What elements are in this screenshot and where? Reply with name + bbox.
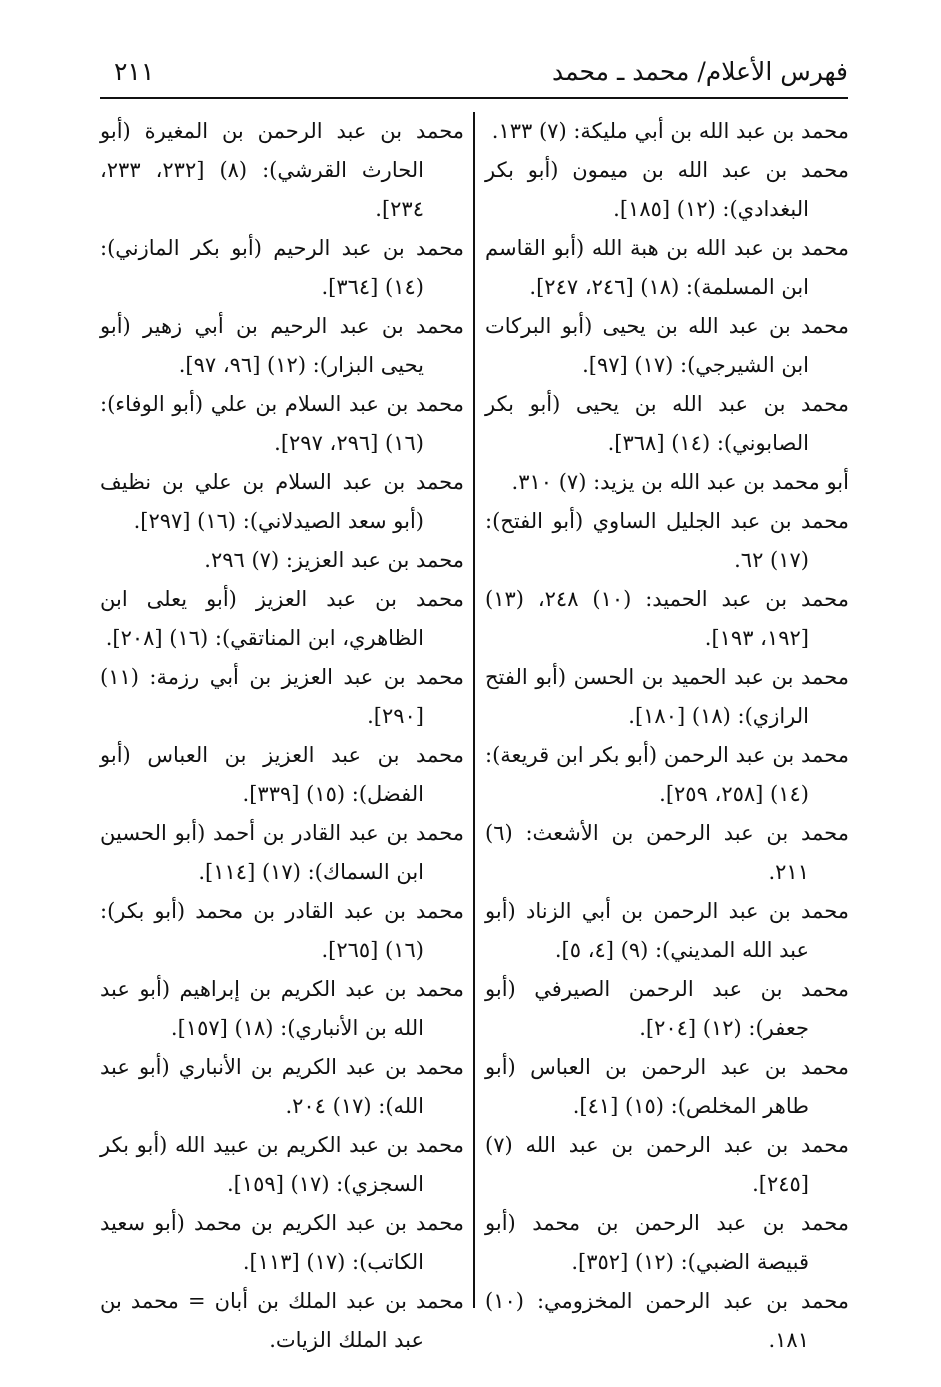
index-entry: محمد بن عبد الله بن ميمون (أبو بكر البغدادي): (١٢) [١٨٥]. [485,158,849,221]
index-entry: محمد بن عبد الرحمن بن محمد (أبو قبيصة الضبي): (١٢) [٣٥٢]. [485,1211,849,1274]
index-entry: أبو محمد بن عبد الله بن يزيد: (٧) ٣١٠. [511,470,849,494]
index-entry: محمد بن عبد الله بن هبة الله (أبو القاسم ابن المسلمة): (١٨) [٢٤٦، ٢٤٧]. [485,236,849,299]
header-rule [100,97,848,99]
index-entry: محمد بن عبد الله بن يحيى (أبو البركات ابن الشيرجي): (١٧) [٩٧]. [485,314,849,377]
index-entry: محمد بن عبد العزيز (أبو يعلى ابن الظاهري، ابن المناتقي): (١٦) [٢٠٨]. [100,587,464,650]
index-entry: محمد بن عبد الرحمن بن الأشعث: (٦) ٢١١. [485,821,849,884]
index-entry: محمد بن عبد الله بن يحيى (أبو بكر الصابوني): (١٤) [٣٦٨]. [485,392,849,455]
index-entry: محمد بن عبد الملك بن أبان = محمد بن عبد الملك الزيات. [100,1289,464,1352]
index-entry: محمد بن عبد العزيز بن أبي رزمة: (١١) [٢٩٠]. [100,665,464,728]
index-entry: محمد بن عبد الكريم بن عبيد الله (أبو بكر السجزي): (١٧) [١٥٩]. [100,1133,464,1196]
index-entry: محمد بن عبد الرحمن بن المغيرة (أبو الحارث القرشي): (٨) [٢٣٢، ٢٣٣، ٢٣٤]. [100,119,464,221]
index-entry: محمد بن عبد الرحيم (أبو بكر المازني): (١٤) [٣٦٤]. [100,236,464,299]
index-entry: محمد بن عبد الرحمن المخزومي: (١٠) ١٨١. [485,1289,849,1352]
index-entry: محمد بن عبد الكريم بن إبراهيم (أبو عبد الله بن الأنباري): (١٨) [١٥٧]. [100,977,464,1040]
index-entry: محمد بن عبد الرحمن بن عبد الله (٧) [٢٤٥]. [485,1133,849,1196]
index-entry: محمد بن عبد الرحيم بن أبي زهير (أبو يحيى البزار): (١٢) [٩٦، ٩٧]. [100,314,464,377]
index-entry: محمد بن عبد الكريم بن الأنباري (أبو عبد الله): (١٧) ٢٠٤. [100,1055,464,1118]
right-column [485,112,849,1360]
index-entry: محمد بن عبد السلام بن علي بن نظيف (أبو سعد الصيدلاني): (١٦) [٢٩٧]. [100,470,464,533]
index-entry: محمد بن عبد الرحمن بن أبي الزناد (أبو عبد الله المديني): (٩) [٤، ٥]. [485,899,849,962]
index-entry: محمد بن عبد الرحمن الصيرفي (أبو جعفر): (١٢) [٢٠٤]. [485,977,849,1040]
page-header [100,55,848,97]
index-entry: محمد بن عبد الله بن أبي مليكة: (٧) ١٣٣. [491,119,849,143]
index-entry: محمد بن عبد الرحمن (أبو بكر ابن قريعة): (١٤) [٢٥٨، ٢٥٩]. [485,743,849,806]
index-entry: محمد بن عبد الجليل الساوي (أبو الفتح): (١٧) ٦٢. [485,509,849,572]
column-divider [473,112,475,1308]
running-title: فهرس الأعلام/ محمد ـ محمد [551,57,848,86]
index-entry: محمد بن عبد الرحمن بن العباس (أبو طاهر المخلص): (١٥) [٤١]. [485,1055,849,1118]
index-entry: محمد بن عبد الحميد: (١٠) ٢٤٨، (١٣) [١٩٢، ١٩٣]. [485,587,849,650]
index-entry: محمد بن عبد العزيز: (٧) ٢٩٦. [204,548,464,572]
index-entry: محمد بن عبد القادر بن أحمد (أبو الحسين ابن السماك): (١٧) [١١٤]. [100,821,464,884]
index-entry: محمد بن عبد السلام بن علي (أبو الوفاء): (١٦) [٢٩٦، ٢٩٧]. [100,392,464,455]
index-entry: محمد بن عبد الحميد بن الحسن (أبو الفتح الرازي): (١٨) [١٨٠]. [485,665,849,728]
index-entry: محمد بن عبد العزيز بن العباس (أبو الفضل): (١٥) [٣٣٩]. [100,743,464,806]
page-number: ٢١١ [114,57,155,86]
left-column [100,112,464,1360]
index-entry: محمد بن عبد القادر بن محمد (أبو بكر): (١٦) [٢٦٥]. [100,899,464,962]
index-entry: محمد بن عبد الكريم بن محمد (أبو سعيد الكاتب): (١٧) [١١٣]. [100,1211,464,1274]
